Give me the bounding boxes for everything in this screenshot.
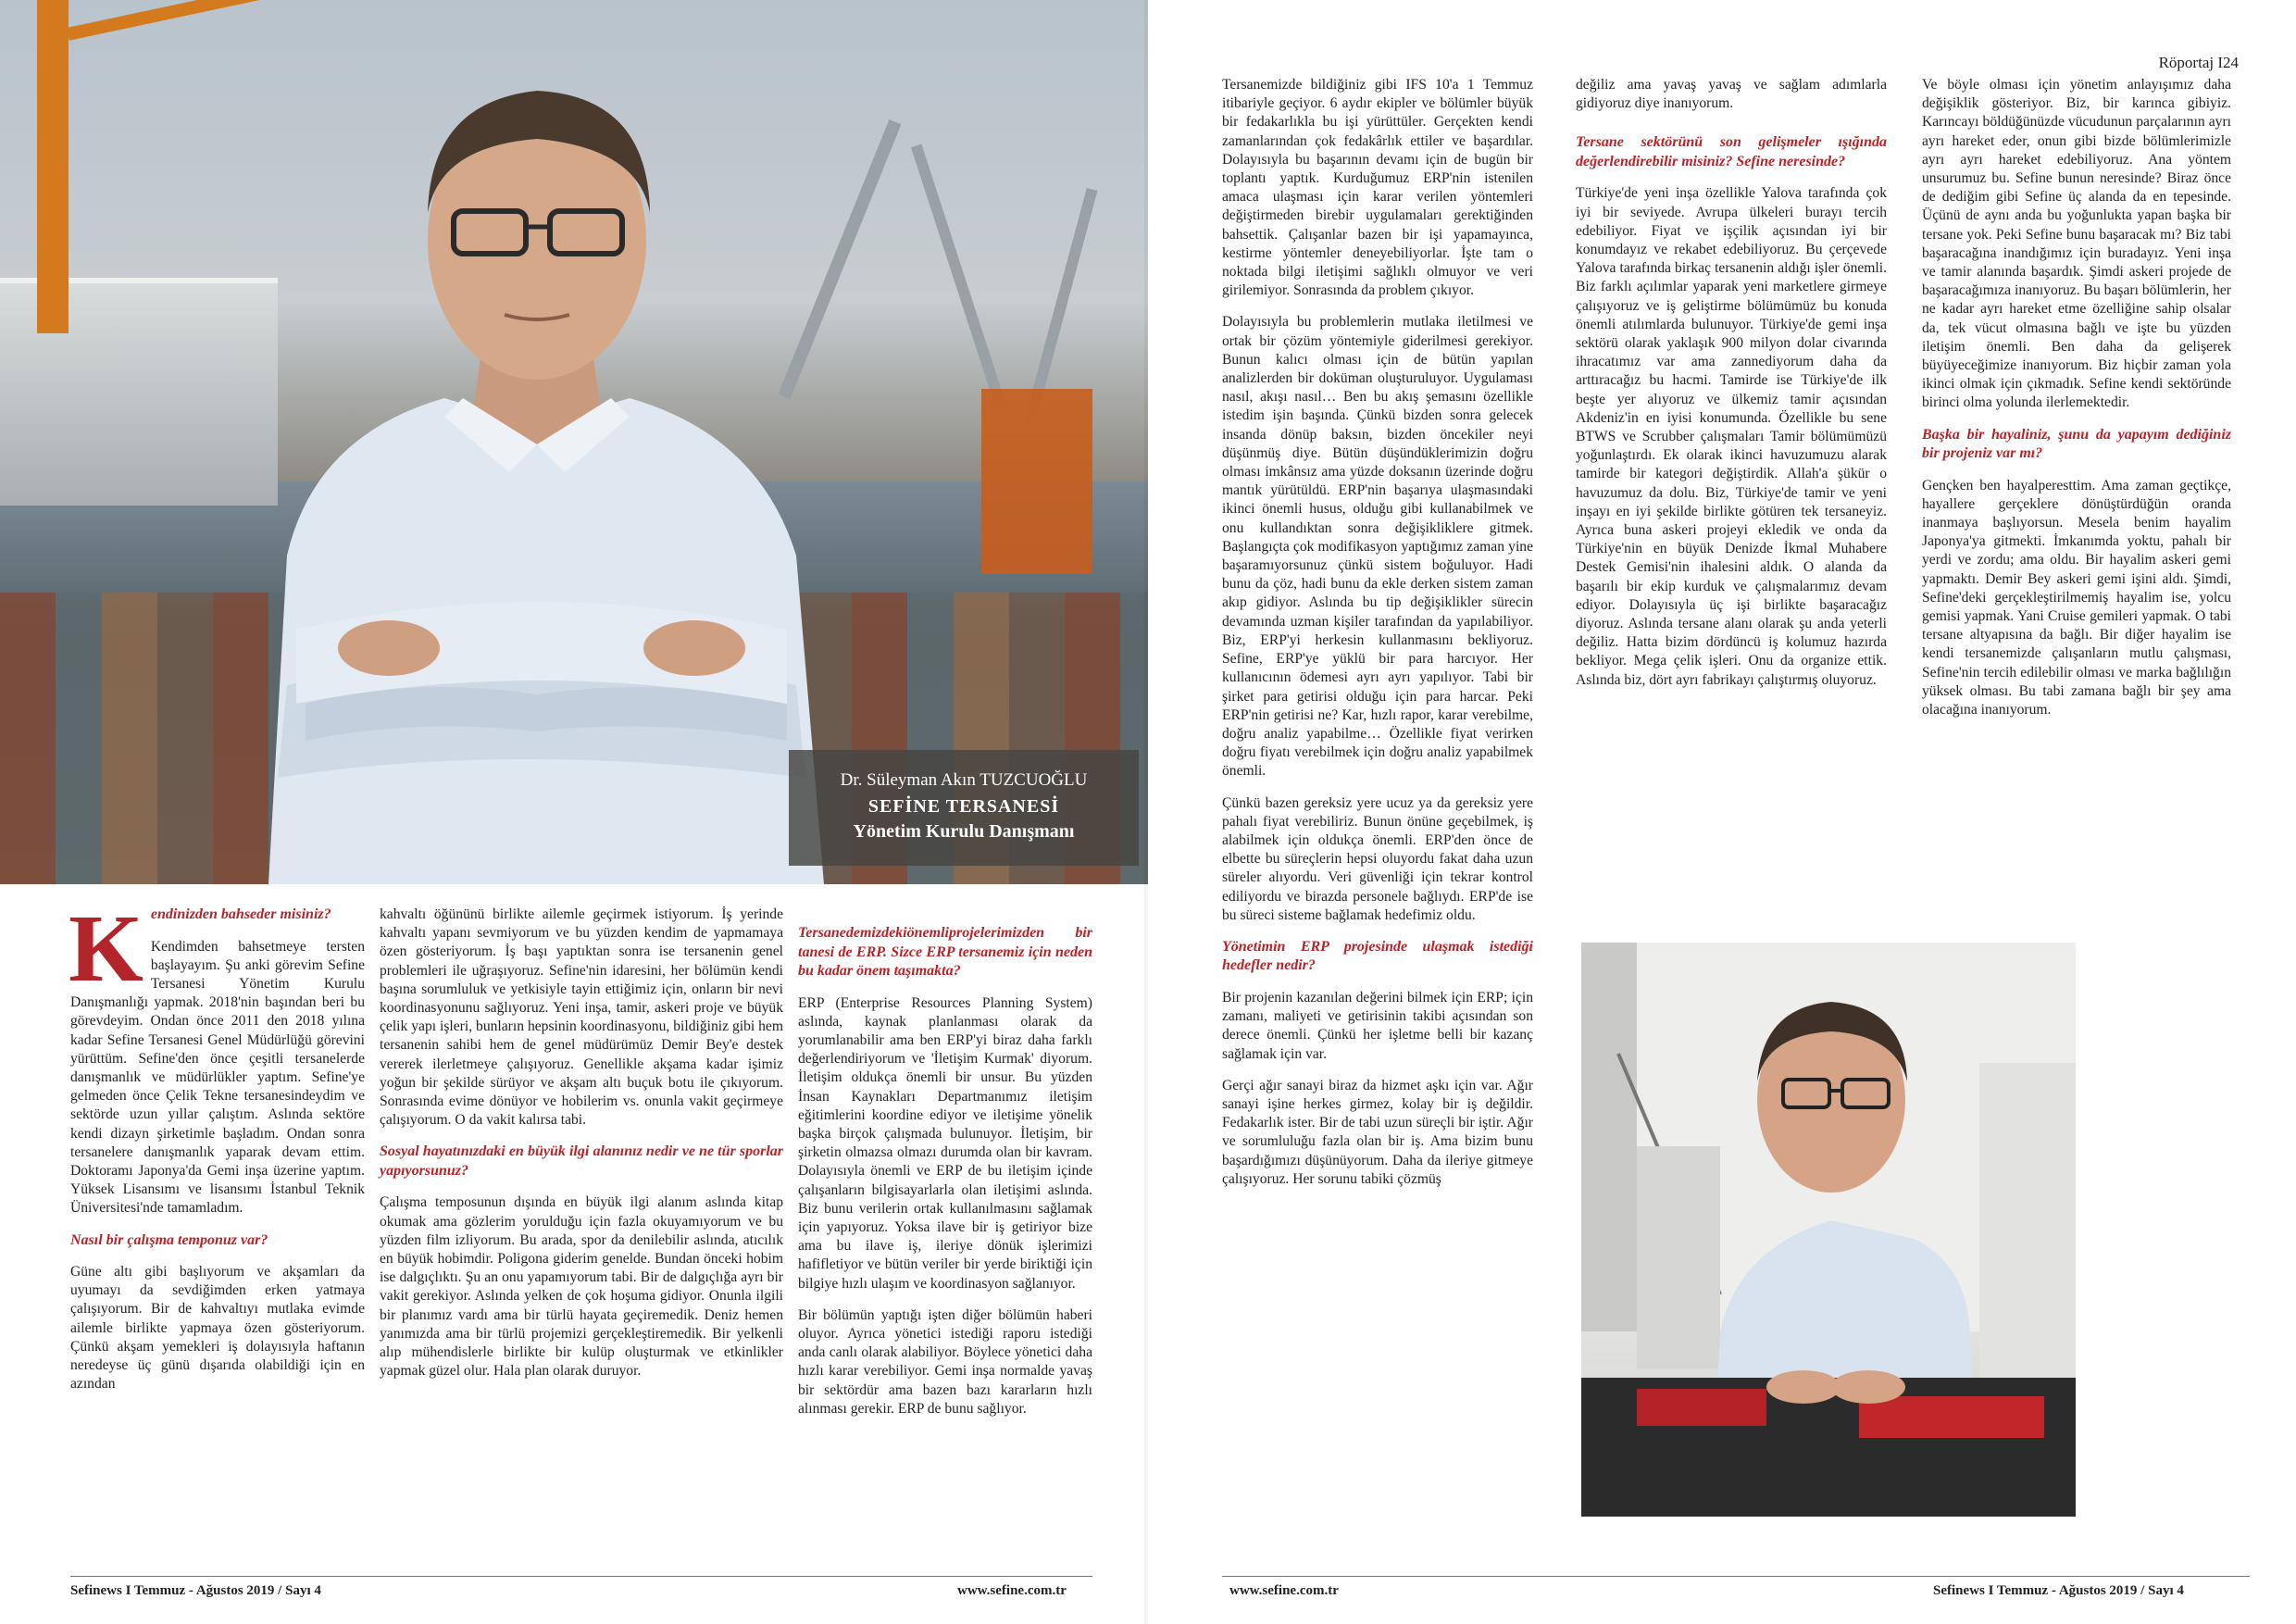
answer-paragraph: Çünkü bazen gereksiz yere ucuz ya da gereksiz yere pahalı fiyat verebiliriz. Bunun önüne geçebilmek, iş alabilmek için oldukça önemli. ERP'den önce de elbette bu süreçlerin hepsi oluyordu fakat daha uzun süreler alıyordu. Veri güvenliği için tekrar kontrol ediliyordu ve birazda personele bağlıydı. ERP'de ise bu süreci sisteme bağlamak hedefimiz oldu. (1222, 794, 1533, 923)
left-column-1 (69, 895, 365, 1406)
footer-issue: Sefinews I Temmuz - Ağustos 2019 / Sayı 4 (1933, 1583, 2184, 1598)
right-page (1148, 0, 2296, 1624)
crane-orange-right (981, 389, 1092, 574)
question-heading: Yönetimin ERP projesinde ulaşmak istediği hedefler nedir? (1222, 938, 1533, 974)
question-heading: endinizden bahseder misiniz? (150, 906, 331, 922)
answer-paragraph: Kendimden bahsetmeye tersten başlayayım. Şu anki görevim Sefine Tersanesi Yönetim Kurulu Danışmanlığı yapmak. 2018'nin başından beri bu görevdeyim. Ondan önce 2011 den 2018 yılına kadar Sefine Tersanesi Genel Müdürlüğü görevini yürüttüm. Sefine'den önce çeşitli tersanelerde danışmanlık ve müdürlükler yaptım. Sefine'ye gelmeden önce Çelik Tekne tersanesindeydim ve sektörde uzun yıllar çalıştım. Aslında sektöre kendi dizayn şirketimle başladım. Ondan sonra tersanelere danışmanlık yaparak devam ettim. Doktoramı Japonya'da Gemi inşa üzerine yaptım. Yüksek Lisansımı ve lisansımı İstanbul Teknik Üniversitesi'nde tamamladım. (70, 938, 365, 1217)
footer-rule (70, 1576, 1092, 1577)
caption-role: Yönetim Kurulu Danışmanı (853, 821, 1075, 842)
answer-paragraph: Türkiye'de yeni inşa özellikle Yalova tarafında çok iyi bir seviyede. Avrupa ülkeleri burayı tercih edebiliyor. Fiyat ve işçilik açısından iyi bir konumdayız ve rekabet edebiliyoruz. Bu çerçevede Yalova tarafında birkaç tersanenin aldığı işler önemli. Biz farklı açılımlar yaparak yeni marketlere girmeye çalışıyoruz ve iş geliştirme bölümümüz bu konuda önemli atılımlarda bulunuyor. Türkiye'de gemi inşa sektörü olarak yaklaşık 900 milyon dolar civarında ihracatımız var ama zannediyorum daha da arttıracağız bu hacmi. Tamirde ise Türkiye'de ilk beşte yer alıyoruz ve ülkemiz tamir açısından Akdeniz'in en iyisi konumunda. Özellikle bu sene BTWS ve Scrubber çalışmaları Tamir bölümümüzü yoğunlaştırdı. Ek olarak ikinci havuzumuzu alarak tamirde bir kategori değiştirdik. Allah'a şükür o havuzumuz da dolu. Biz, Türkiye'de tamir ve yeni inşayı en iyi şekilde birlikte götüren tek tersaneyiz. Ayrıca buna askeri projeyi ekledik ve onda da Türkiye'nin en büyük Denizde İkmal Muhabere Destek Gemisi'nin ihalesini aldık. O alanda da başarılı bir ekip kurduk ve çalışmalarımız devam ediyor. Dolayısıyla üç işi birlikte başaracağız diyoruz. Aslında tersane alanı olarak şu anda yeterli değiliz. Hatta bizim dördüncü iş kolumuz hazırda bekliyor. Mega çelik işleri. Onu da organize ettik. Aslında biz, dört ayrı fabrikayı çalıştırmış oluyoruz. (1576, 185, 1887, 688)
photo-caption (789, 750, 1139, 866)
left-column-3 (798, 924, 1092, 1431)
question-heading: Tersanedemizdekiönemliprojelerimizden bir tanesi de ERP. Sizce ERP tersanemiz için neden bu kadar önem taşımakta? (798, 925, 1092, 979)
answer-paragraph: Çalışma temposunun dışında en büyük ilgi alanım aslında kitap okumak ama gözlerim yorulduğu için fazla okuyamıyorum ve bu yüzden film izliyorum. Bu arada, spor da denilebilir aslında, atıcılık en büyük hobimdir. Poligona giderim genelde. Bundan önceki hobim ise dalgıçlıktı. Şu an onu yapamıyorum tabi. Bir de dalgıçlığa ayrı bir vakit gerekiyor. Aslında yelken de çok hoşuma gidiyor. Onunla ilgili bir planımız vardı ama bir türlü hayata geçiremedik. Deniz hemen yanımızda ama bir türlü projemizi gerçekleştiremedik. Bir yelkenli alıp mühendislerle birlikte bir kulüp oluşturmak ve etkinlikler yapmak güzel olur. Hala plan olarak duruyor. (380, 1194, 783, 1380)
answer-paragraph: Bir bölümün yaptığı işten diğer bölümün haberi oluyor. Ayrıca yönetici istediği raporu istediği anda canlı olarak alabiliyor. Böylece yönetici daha hızlı karar verebiliyor. Gemi inşa normalde yavaş bir sektördür ama bazen bazı kararların hızlı alınması gerekir. ERP de bunu sağlıyor. (798, 1306, 1092, 1417)
question-heading: Tersane sektörünü son gelişmeler ışığında değerlendirebilir misiniz? Sefine neresinde? (1576, 134, 1887, 169)
right-column-2 (1576, 76, 1887, 703)
question-heading: Sosyal hayatınızdaki en büyük ilgi alanınız nedir ve ne tür sporlar yapıyorsunuz? (380, 1143, 783, 1179)
answer-paragraph: kahvaltı öğününü birlikte ailemle geçirmek istiyorum. İş yerinde kahvaltı yapanı sevmiyorum ve bu yüzden kendim de yapmamaya özen gösteriyorum. İş başı yaptıktan sonra ise tersanenin genel problemleri ile uğraşıyoruz. Sefine'nin idaresini, her bölümün kendi başına sorumluluk ve yetkisiyle tayin ettiğimiz için, onların bir nevi koordinasyonunu sağlıyoruz. Yeni inşa, tamir, askeri proje ve büyük çelik yapı işleri, bunların hepsinin koordinasyonu, bildiğiniz gibi hem tersanenin sahibi hem de genel müdürümüz Demir Bey'e destek vererek ilerletmeye çalışıyoruz. Genellikle akşama kadar işimiz yoğun bir şekilde sürüyor ve akşam altı buçuk botu ile çıkıyorum. Sonrasında evime dönüyor ve hobilerim vs. onunla vakit geçirmeye çalışıyorum. O da vakit kalırsa tabi. (380, 906, 783, 1129)
drop-cap: K (69, 895, 144, 1002)
right-column-3 (1922, 76, 2231, 732)
answer-paragraph: Dolayısıyla bu problemlerin mutlaka iletilmesi ve ortak bir çözüm yöntemiyle giderilmesi gerekiyor. Bunun kalıcı olması için de bütün yapılan analizlerden bir doküman oluşturuluyor. Uygulaması nasıl, akışı nasıl… Ben bu akış şemasını özellikle istedim işin başında. Çünkü bizden sonra gelecek insanda dönüp baksın, bizden öncekiler neyi düşünmüş diye. Bütün düşündüklerimizin doğru olması imkânsız ama yüzde doksanın üzerinde doğru mantık yürütüldü. ERP'nin başarıya ulaşmasındaki ikinci önemli husus, olduğu gibi kullanabilmek ve onu kullandıktan sonra değişikliklere gitmek. Başlangıçta çok modifikasyon yaptığımız zaman yine başaramıyorsunuz çünkü sistem boğuluyor. Hadi bunu da çöz, hadi bunu da ekle derken sistem zaman akıp gidiyor. Aslında bu tip değişiklikler sürecin devamında uzman kişiler tarafından da yapılabiliyor. Biz, ERP'yi herkesin kullanmasını bekliyoruz. Sefine, ERP'ye yüklü bir para harcıyor. Her kullanıcının ödemesi ayrı ayrı yapılıyor. Tabi bir şirket para getirisi olduğu için para harcar. Peki ERP'nin getirisi ne? Kar, hızlı rapor, karar verebilme, doğru analiz yapabilme… Özellikle fiyat verirken doğru fiyatı verebilmek için doğru analiz yapabilmek önemli. (1222, 314, 1533, 780)
answer-paragraph: Gerçi ağır sanayi biraz da hizmet aşkı için var. Ağır sanayi işine herkes girmez, kolay bir iş değildir. Fedakarlık ister. Bir de tabi uzun süreçli bir iştir. Ağır ve sorumluluğu fazla olan bir iş. Ama bizim bunu başardığımızı düşünüyorum. Daha da ileriye gitmeye çalışıyoruz. Her sorunu tabiki çözmüş (1222, 1077, 1533, 1187)
crane-arm (67, 0, 341, 41)
caption-name: Dr. Süleyman Akın TUZCUOĞLU (840, 770, 1088, 790)
portrait-seated-photo (1581, 943, 2076, 1517)
answer-paragraph: Ve böyle olması için yönetim anlayışımız daha değişiklik gösteriyor. Biz, bir karınca gibiyiz. Karıncayı böldüğünüzde vücudunun parçalarının ayrı ayrı hareket eder, onun gibi bizde bölümlerimizle ayrı ayrı hareket edebiliyoruz. Ana yöntem unsurumuz bu. Sefine bunun neresinde? Biraz önce de dediğim gibi Sefine üç alanda da en tepesinde. Üçünü de aynı anda bu yoğunlukta yapan başka bir tersane yok. Peki Sefine bunu başaracak mı? Biz tabi başaracağına inandığımız için buradayız. Yeni inşa ve tamir alanında başardık. Şimdi askeri projede de başaracağımıza inanıyoruz. Bu başarı bölümlerin, her ne kadar ayrı hareket etme özelliğine sahip olsalar da, tek vücut olmasına bağlı ve işte bu yüzden iletişim önemli. Ben daha da gelişerek büyüyeceğimize inanıyorum. Biz hiçbir zaman yola ikinci olmak için çıkmadık. Sefine kendi sektöründe birinci olma yolunda ilerlemektedir. (1922, 77, 2231, 411)
portrait-man-crossed-arms (231, 37, 842, 884)
answer-paragraph: Güne altı gibi başlıyorum ve akşamları da uyumayı da sevdiğimden erken yatmaya çalışıyorum. Bir de kahvaltıyı mutlaka evimde ailemle birlikte yapmaya özen gösteriyorum. Çünkü akşam yemekleri iş dolayısıyla haftanın neredeyse üç günü dışarıda olabildiği için en azından (70, 1264, 365, 1393)
caption-company: SEFİNE TERSANESİ (867, 796, 1060, 817)
footer-website[interactable]: www.sefine.com.tr (1229, 1583, 1339, 1598)
question-heading: Nasıl bir çalışma temponuz var? (70, 1231, 268, 1248)
seated-man-illustration (1581, 943, 2076, 1517)
crane-gray (1025, 188, 1098, 423)
footer-website[interactable]: www.sefine.com.tr (957, 1583, 1067, 1598)
answer-paragraph: Bir projenin kazanılan değerini bilmek için ERP; için zamanı, maliyeti ve getirisinin takibi açısından son derece önemli. Çünkü her işletme belli bir kazanç sağlamak için var. (1222, 989, 1533, 1062)
footer-rule (1222, 1576, 2250, 1577)
left-column-2 (380, 906, 783, 1393)
question-heading: Başka bir hayaliniz, şunu da yapayım dediğiniz bir projeniz var mı? (1922, 426, 2231, 462)
right-column-1 (1222, 76, 1533, 1202)
section-page-number: Röportaj I24 (2158, 54, 2239, 71)
crane-gray (911, 144, 1007, 411)
footer-issue: Sefinews I Temmuz - Ağustos 2019 / Sayı 4 (70, 1583, 321, 1598)
answer-paragraph: Gençken ben hayalperesttim. Ama zaman geçtikçe, hayallere gerçeklere dönüştürdüğün oranda inanmaya başlıyorsun. Mesela benim hayalim Japonya'ya gitmekti. İmkanımda yoktu, pahalı bir yerdi ve zordu; ama oldu. Bir hayalim askeri gemi yapmaktı. Demir Bey askeri gemi işini aldı. Şimdi, Sefine'deki gerçekleştirilmemiş hayalim ise, yolcu gemisi yapmak. Yani Cruise gemileri yapmak. O tabi tersane altyapısına da bağlı. Bir diğer hayalim ise kendi tersanemizde çalışanların mutlu çalışması, Sefine'nin tercih edilebilir olması ve marka bağlılığın yüksek olması. Bu tabi zamana bağlı bir şey ama olacağına inanıyorum. (1922, 477, 2231, 718)
answer-paragraph: ERP (Enterprise Resources Planning System) aslında, kaynak planlanması olarak da yorumlanabilir ama ben ERP'yi biraz daha farklı değerlendiriyorum ve 'İletişim Kurmak' diyorum. İletişim oldukça önemli bir unsur. Bu yüzden İnsan Kaynakları Departmanımız iletişim eğitimlerini koordine ediyor ve iletişime yönelik başka birçok çalışmada bulunuyor. İletişim, bir şirketin olmazsa olmazı durumda olan bir kavram. Dolayısıyla önemli ve ERP de bu iletişim içinde çalışanların bilgisayarlarla olan iletişimi aslında. Biz bunu verilerin ortak kullanılmasını sağlamak için yapıyoruz. Yoksa ilave bir iş getiriyor bize ama bu ilave iş, ileriye dönük işlerimizi hafifletiyor ve bütün veriler bir yerde biriktiği için bilgiye hızlı ulaşım ve koordinasyon sağlanıyor. (798, 994, 1092, 1292)
answer-paragraph: değiliz ama yavaş yavaş ve sağlam adımlarla gidiyoruz diye inanıyorum. (1576, 77, 1887, 112)
crane-tower (37, 0, 69, 333)
hero-photo (0, 0, 1148, 884)
answer-paragraph: Tersanemizde bildiğiniz gibi IFS 10'a 1 Temmuz itibariyle geçiyor. 6 aydır ekipler ve bölümler büyük bir fedakarlıkla bu işi yürüttüler. Gerçekten kendi zamanlarından çok fedakârlık ettiler ve başardılar. Dolayısıyla bu başarının devamı için de bugün bir toplantı yaptık. Kurduğumuz ERP'nin istenilen amaca ulaşması için karar verilen yöntemleri değiştirmeden birebir uygulamaları gerektiğinden bahsettik. Çalışanlar bazen bir işi yapamayınca, kestirme yöntemler deneyebiliyorlar. İşte tam o noktada bilgi iletişimi sağlıklı olmuyor ve veri girilemiyor. Sonrasında da problem çıkıyor. (1222, 77, 1533, 299)
